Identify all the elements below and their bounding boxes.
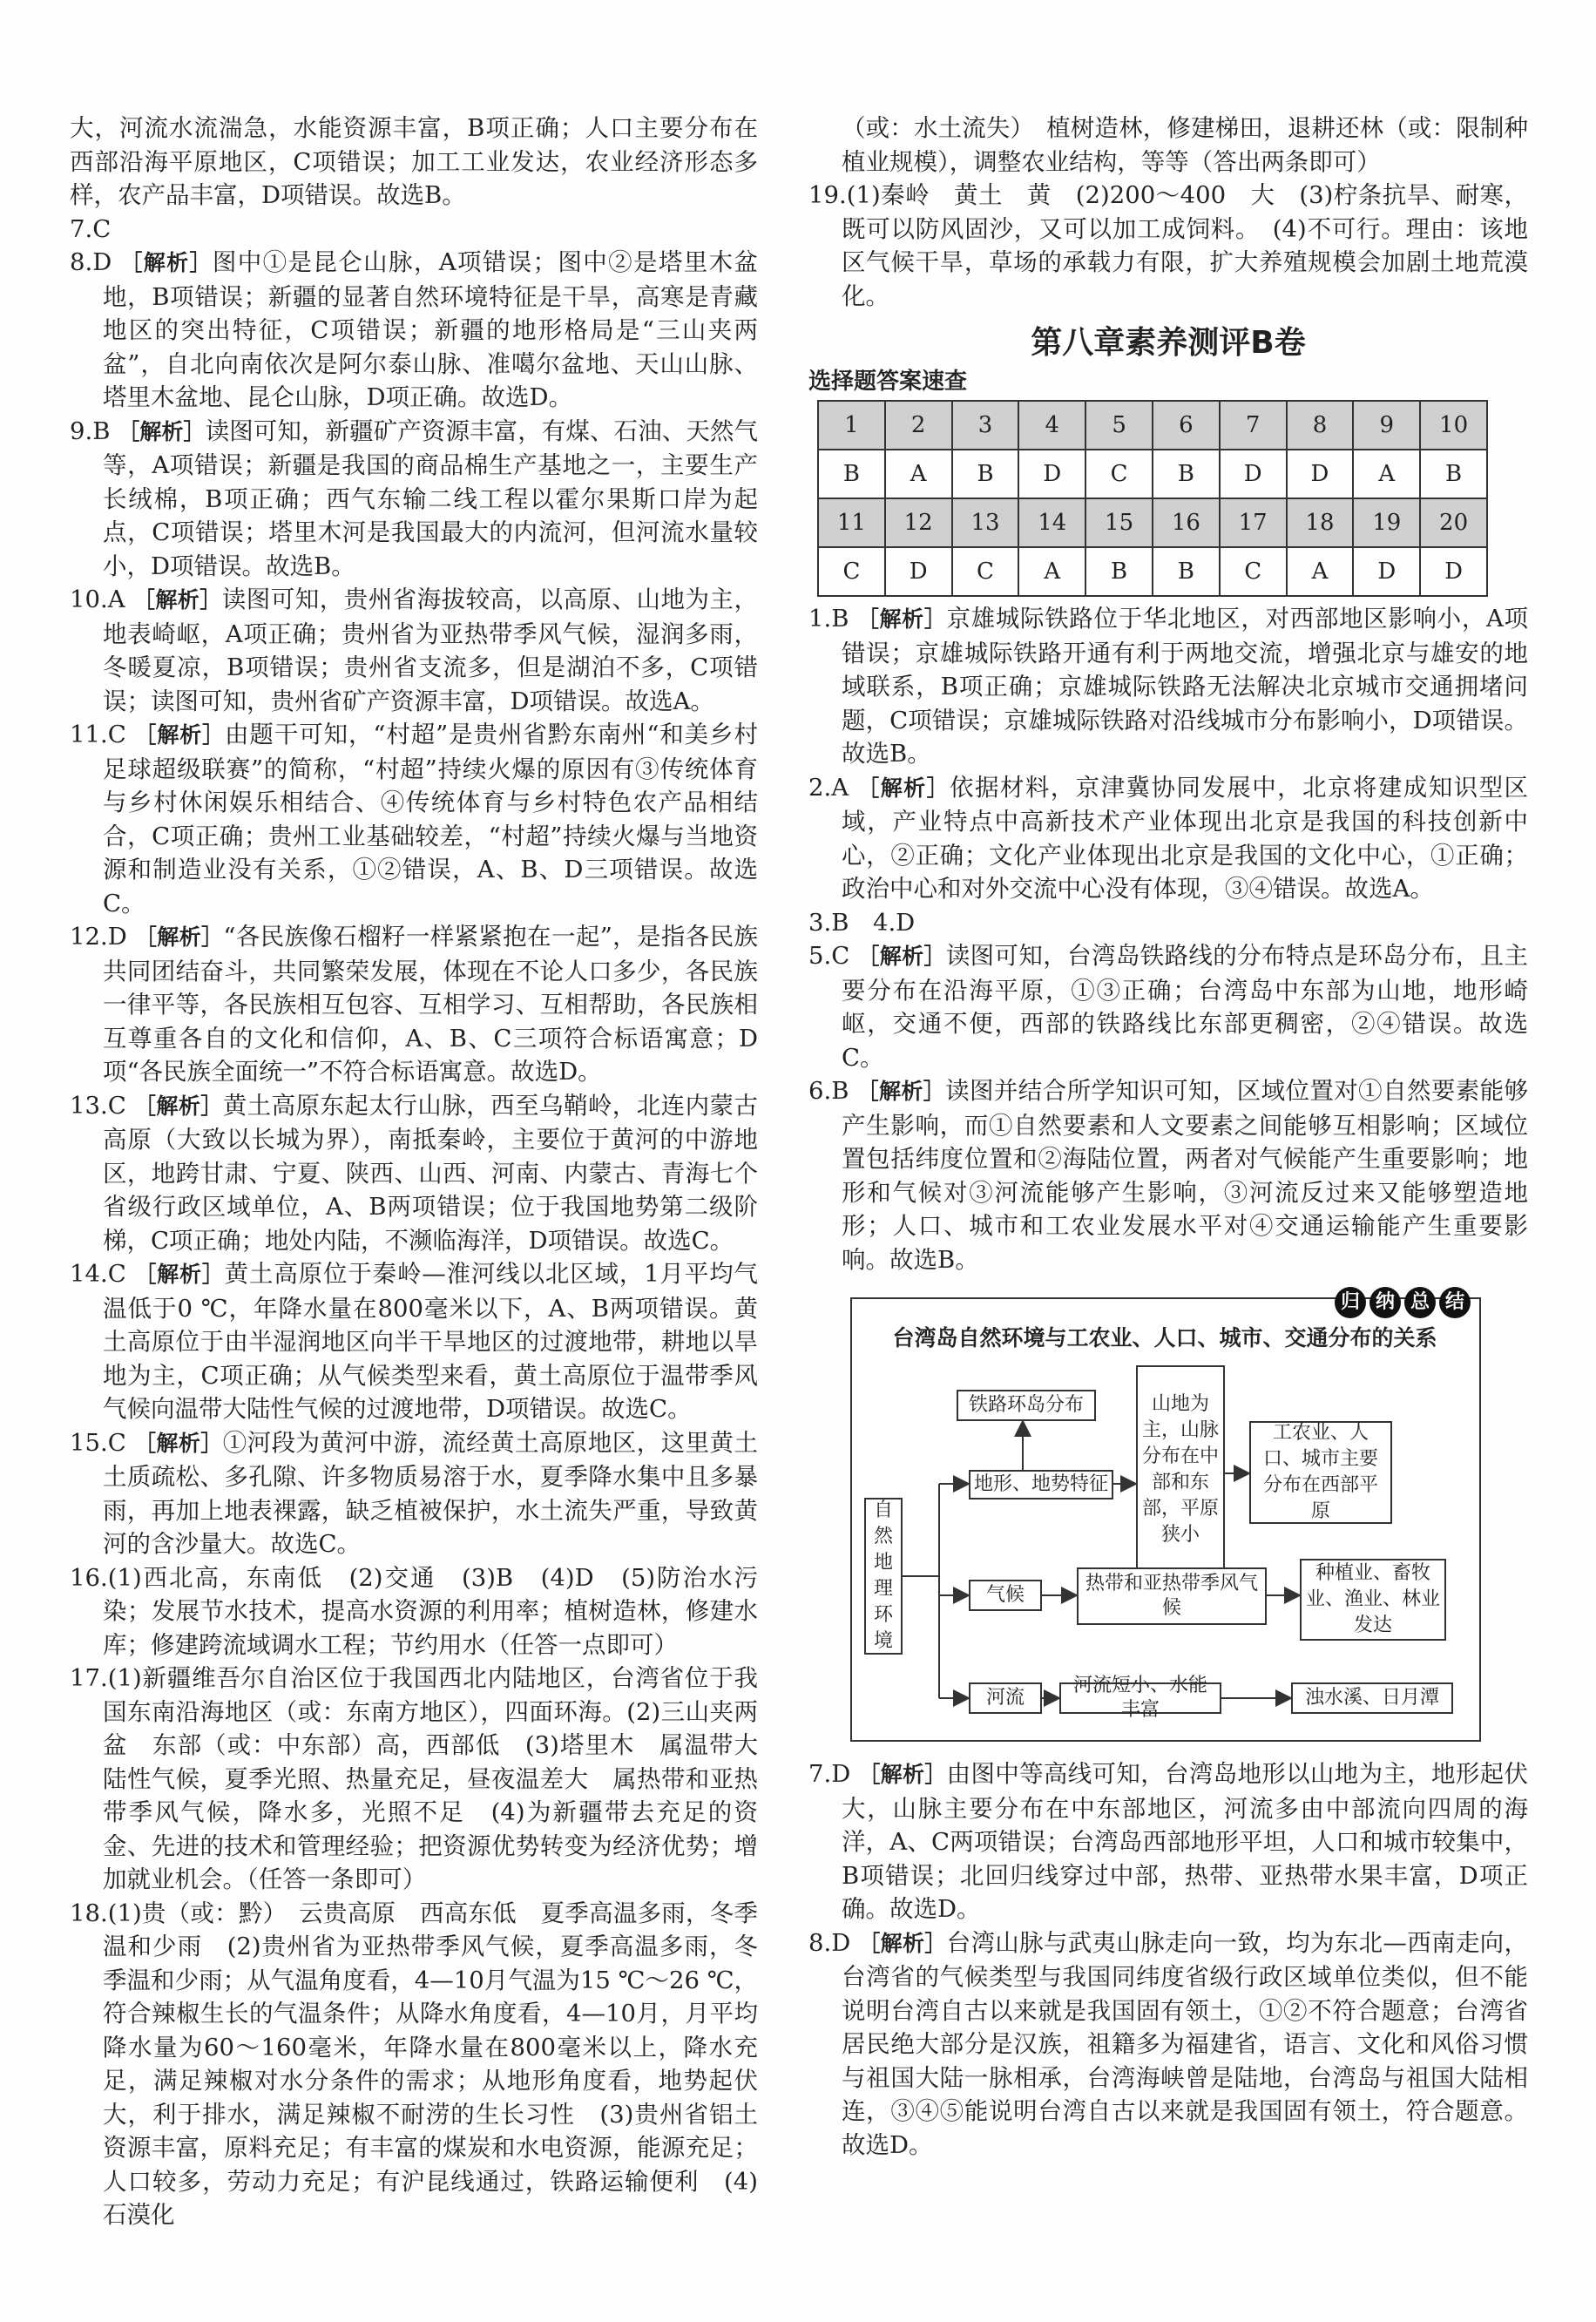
answer-cell: B — [1420, 450, 1487, 498]
answer-cell: B — [1153, 547, 1220, 596]
answer-cell: C — [818, 547, 885, 596]
answer-cell: D — [1018, 450, 1085, 498]
question-number-cell: 13 — [952, 498, 1019, 547]
answer-table-number-row — [818, 401, 1487, 450]
answer-table-answer-row — [818, 450, 1487, 498]
answer-item: 8.D ［解析］台湾山脉与武夷山脉走向一致，均为东北—西南走向，台湾省的气候类型与我国同纬度省级行政区域单位类似，但不能说明台湾自古以来就是我国固有领土，①②不符合题意；台湾省居民绝大部分是汉族，祖籍多为福建省，语言、文化和风俗习惯与祖国大陆一脉相承，台湾海峡曾是陆地，台湾岛与祖国大陆相连，③④⑤能说明台湾自古以来就是我国固有领土，符合题意。故选D。 — [808, 1928, 1528, 2159]
answer-cell: D — [1287, 450, 1354, 498]
node-terrain: 地形、地势特征 — [969, 1470, 1113, 1499]
answer-cell: C — [1085, 450, 1153, 498]
question-number-cell: 11 — [818, 498, 885, 547]
node-natural-environment: 自然地理环境 — [864, 1498, 903, 1655]
summary-title: 台湾岛自然环境与工农业、人口、城市、交通分布的关系 — [892, 1325, 1437, 1351]
answer-item: 18.(1)贵（或：黔） 云贵高原 西高东低 夏季高温多雨，冬季温和少雨 (2)贵州省为亚热带季风气候，夏季高温多雨，冬季温和少雨；从气温角度看，4—10月气温为15 ℃～26 ℃，符合辣椒生长的气温条件；从降水角度看，4—10月，月平均降水量为60～160毫米，年降水量在800毫米以上，降水充足，满足辣椒对水分条件的需求；从地形角度看，地势起伏大，利于排水，满足辣椒不耐涝的生长习性 (3)贵州省铝土资源丰富，原料充足；有丰富的煤炭和水电资源，能源充足；人口较多，劳动力充足；有沪昆线通过，铁路运输便利 (4)石漠化 — [70, 1899, 758, 2229]
node-lakes: 浊水溪、日月潭 — [1291, 1682, 1453, 1714]
answer-item: 7.D ［解析］由图中等高线可知，台湾岛地形以山地为主，地形起伏大，山脉主要分布在中东部地区，河流多由中部流向四周的海洋，A、C两项错误；台湾岛西部地形平坦，人口和城市较集中，B项错误；北回归线穿过中部，热带、亚热带水果丰富，D项正确。故选D。 — [808, 1760, 1528, 1923]
question-number-cell: 1 — [818, 401, 885, 450]
answer-item: 3.B 4.D — [808, 908, 916, 937]
question-number-cell: 16 — [1153, 498, 1220, 547]
answer-item: 1.B ［解析］京雄城际铁路位于华北地区，对西部地区影响小，A项错误；京雄城际铁路开通有利于两地交流，增强北京与雄安的地域联系，B项正确；京雄城际铁路无法解决北京城市交通拥堵问题，C项错误；京雄城际铁路对沿线城市分布影响小，D项错误。故选B。 — [808, 605, 1528, 768]
answer-cell: B — [1085, 547, 1153, 596]
question-number-cell: 12 — [885, 498, 952, 547]
question-number-cell: 5 — [1085, 401, 1153, 450]
node-river: 河流 — [969, 1682, 1042, 1714]
node-industry-population: 工农业、人口、城市主要分布在西部平原 — [1249, 1421, 1392, 1524]
answer-cell: A — [885, 450, 952, 498]
answer-item: 12.D ［解析］“各民族像石榴籽一样紧紧抱在一起”，是指各民族共同团结奋斗，共同繁荣发展，体现在不论人口多少，各民族一律平等，各民族相互包容、互相学习、互相帮助，各民族相互尊重各自的文化和信仰，A、B、C三项符合标语寓意；D项“各民族全面统一”不符合标语寓意。故选D。 — [70, 923, 758, 1086]
node-agriculture: 种植业、畜牧业、渔业、林业发达 — [1300, 1559, 1446, 1641]
answer-cell: D — [1420, 547, 1487, 596]
question-number-cell: 20 — [1420, 498, 1487, 547]
answer-cell: B — [818, 450, 885, 498]
question-number-cell: 15 — [1085, 498, 1153, 547]
quick-answer-label: 选择题答案速查 — [808, 369, 968, 395]
answer-table-number-row — [818, 498, 1487, 547]
node-river-features: 河流短小、水能丰富 — [1059, 1682, 1221, 1714]
answer-cell: D — [1220, 450, 1287, 498]
answer-table — [817, 400, 1488, 597]
answer-item: 16.(1)西北高，东南低 (2)交通 (3)B (4)D (5)防治水污染；发展节水技术，提高水资源的利用率；植树造林，修建水库；修建跨流域调水工程；节约用水（任答一点即可） — [70, 1563, 758, 1659]
question-number-cell: 2 — [885, 401, 952, 450]
right-column — [808, 112, 1528, 2162]
answer-cell: A — [1353, 450, 1420, 498]
answer-cell: C — [1220, 547, 1287, 596]
badge-char: 归 — [1335, 1287, 1366, 1318]
badge-char: 总 — [1404, 1287, 1436, 1318]
answer-cell: C — [952, 547, 1019, 596]
carryover-text: 大，河流水流湍急，水能资源丰富，B项正确；人口主要分布在西部沿海平原地区，C项错误；加工工业发达，农业经济形态多样，农产品丰富，D项错误。故选B。 — [70, 114, 758, 209]
answer-item: 8.D ［解析］图中①是昆仑山脉，A项错误；图中②是塔里木盆地，B项错误；新疆的显著自然环境特征是干旱，高寒是青藏地区的突出特征，C项错误；新疆的地形格局是“三山夹两盆”，自北向南依次是阿尔泰山脉、准噶尔盆地、天山山脉、塔里木盆地、昆仑山脉，D项正确。故选D。 — [70, 248, 759, 411]
answer-item: 14.C ［解析］黄土高原位于秦岭—淮河线以北区域，1月平均气温低于0 ℃，年降水量在800毫米以下，A、B两项错误。黄土高原位于由半湿润地区向半干旱地区的过渡地带，耕地以旱地为主，C项正确；从气候类型来看，黄土高原位于温带季风气候向温带大陆性气候的过渡地带，D项错误。故选C。 — [70, 1260, 758, 1423]
question-number-cell: 9 — [1353, 401, 1420, 450]
question-number-cell: 17 — [1220, 498, 1287, 547]
question-number-cell: 19 — [1353, 498, 1420, 547]
answer-item: 2.A ［解析］依据材料，京津冀协同发展中，北京将建成知识型区域，产业特点中高新技术产业体现出北京是我国的科技创新中心，②正确；文化产业体现出北京是我国的文化中心，①正确；政治中心和对外交流中心没有体现，③④错误。故选A。 — [808, 773, 1529, 903]
answer-cell: B — [952, 450, 1019, 498]
question-number-cell: 10 — [1420, 401, 1487, 450]
answer-item: 17.(1)新疆维吾尔自治区位于我国西北内陆地区，台湾省位于我国东南沿海地区（或：东南方地区），四面环海。(2)三山夹两盆 东部（或：中东部）高，西部低 (3)塔里木 属温带大陆性气候，夏季光照、热量充足，昼夜温差大 属热带和亚热带季风气候，降水多，光照不足 (4)为新疆带去充足的资金、先进的技术和管理经验；把资源优势转变为经济优势；增加就业机会。（任答一条即可） — [70, 1664, 758, 1893]
answer-item: 19.(1)秦岭 黄土 黄 (2)200～400 大 (3)柠条抗旱、耐寒，既可以防风固沙，又可以加工成饲料。 (4)不可行。理由：该地区气候干旱，草场的承载力有限，扩大养殖规模会加剧土地荒漠化。 — [808, 181, 1528, 310]
answer-item: 15.C ［解析］①河段为黄河中游，流经黄土高原地区，这里黄土土质疏松、多孔隙、许多物质易溶于水，夏季降水集中且多暴雨，再加上地表裸露，缺乏植被保护，水土流失严重，导致黄河的含沙量大。故选C。 — [70, 1428, 758, 1558]
badge-char: 结 — [1439, 1287, 1471, 1318]
left-column — [70, 112, 758, 2232]
answer-item: 11.C ［解析］由题干可知，“村超”是贵州省黔东南州“和美乡村足球超级联赛”的简称，“村超”持续火爆的原因有③传统体育与乡村休闲娱乐相结合、④传统体育与乡村特色农产品相结合，C项正确；贵州工业基础较差，“村超”持续火爆与当地资源和制造业没有关系，①②错误，A、B、D三项错误。故选C。 — [70, 721, 758, 917]
summary-diagram — [850, 1291, 1481, 1742]
answer-table-answer-row — [818, 547, 1487, 596]
node-climate-type: 热带和亚热带季风气候 — [1077, 1567, 1267, 1625]
section-title: 第八章素养测评B卷 — [1031, 325, 1306, 361]
answer-item: 7.C — [70, 214, 112, 243]
question-number-cell: 3 — [952, 401, 1019, 450]
carryover-text: （或：水土流失） 植树造林，修建梯田，退耕还林（或：限制种植业规模），调整农业结构，等等（答出两条即可） — [842, 114, 1528, 176]
question-number-cell: 8 — [1287, 401, 1354, 450]
question-number-cell: 7 — [1220, 401, 1287, 450]
answer-item: 6.B ［解析］读图并结合所学知识可知，区域位置对①自然要素能够产生影响，而①自然要素和人文要素之间能够互相影响；区域位置包括纬度位置和②海陆位置，两者对气候能产生重要影响；地形和气候对③河流能够产生影响，③河流反过来又能够塑造地形；人口、城市和工农业发展水平对④交通运输能产生重要影响。故选B。 — [808, 1077, 1528, 1274]
node-railway-distribution: 铁路环岛分布 — [957, 1390, 1096, 1421]
answer-item: 13.C ［解析］黄土高原东起太行山脉，西至乌鞘岭，北连内蒙古高原（大致以长城为界），南抵秦岭，主要位于黄河的中游地区，地跨甘肃、宁夏、陕西、山西、河南、内蒙古、青海七个省级行政区域单位，A、B两项错误；位于我国地势第二级阶梯，C项正确；地处内陆，不濒临海洋，D项错误。故选C。 — [70, 1091, 758, 1255]
answer-cell: D — [1353, 547, 1420, 596]
answer-item: 10.A ［解析］读图可知，贵州省海拔较高，以高原、山地为主，地表崎岖，A项正确；贵州省为亚热带季风气候，湿润多雨，冬暖夏凉，B项错误；贵州省支流多，但是湖泊不多，C项错误；读图可知，贵州省矿产资源丰富，D项错误。故选A。 — [70, 586, 758, 715]
answer-item: 5.C ［解析］读图可知，台湾岛铁路线的分布特点是环岛分布，且主要分布在沿海平原，①③正确；台湾岛中东部为山地，地形崎岖，交通不便，西部的铁路线比东部更稠密，②④错误。故选C。 — [808, 942, 1529, 1072]
answer-cell: B — [1153, 450, 1220, 498]
question-number-cell: 6 — [1153, 401, 1220, 450]
badge-char: 纳 — [1369, 1287, 1401, 1318]
answer-cell: A — [1018, 547, 1085, 596]
question-number-cell: 14 — [1018, 498, 1085, 547]
question-number-cell: 18 — [1287, 498, 1354, 547]
question-number-cell: 4 — [1018, 401, 1085, 450]
answer-cell: A — [1287, 547, 1354, 596]
answer-cell: D — [885, 547, 952, 596]
node-mountain-features: 山地为主，山脉分布在中部和东部，平原狭小 — [1136, 1365, 1225, 1574]
answer-item: 9.B ［解析］读图可知，新疆矿产资源丰富，有煤、石油、天然气等，A项错误；新疆是我国的商品棉生产基地之一，主要生产长绒棉，B项正确；西气东输二线工程以霍尔果斯口岸为起点，C项错误；塔里木河是我国最大的内流河，但河流水量较小，D项错误。故选B。 — [70, 416, 758, 580]
node-climate: 气候 — [969, 1580, 1042, 1611]
